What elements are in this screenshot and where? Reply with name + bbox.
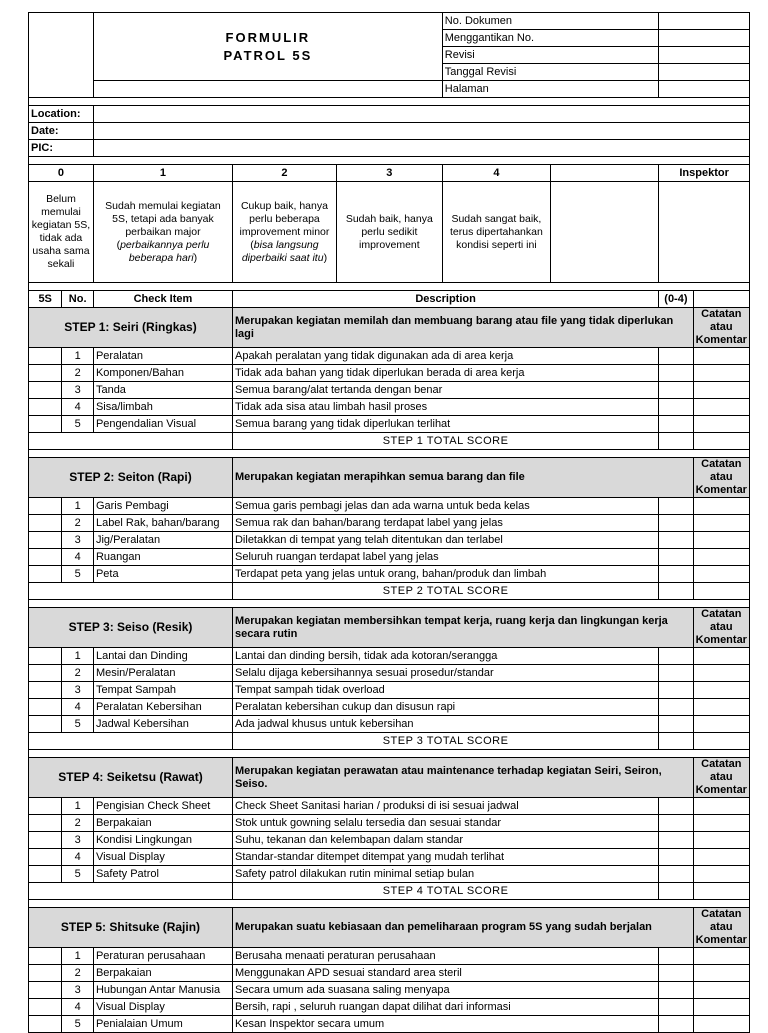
check-item: Ruangan <box>93 549 232 566</box>
total-blank <box>29 733 233 750</box>
check-item: Jig/Peralatan <box>93 532 232 549</box>
scale-header-blank <box>551 165 659 182</box>
score-input[interactable] <box>659 849 693 866</box>
fives-cell <box>29 699 62 716</box>
spacer <box>29 157 750 165</box>
check-item: Pengendalian Visual <box>93 416 232 433</box>
comment-input[interactable] <box>693 832 749 849</box>
doc-value-menggantikan[interactable] <box>659 30 750 47</box>
total-score-value[interactable] <box>659 883 693 900</box>
item-no: 2 <box>62 965 94 982</box>
item-description: Selalu dijaga kebersihannya sesuai prosedur/standar <box>232 665 658 682</box>
item-description: Stok untuk gowning selalu tersedia dan sesuai standar <box>232 815 658 832</box>
check-item: Tanda <box>93 382 232 399</box>
spacer <box>29 450 750 458</box>
total-score-value[interactable] <box>659 733 693 750</box>
check-item: Penialaian Umum <box>93 1016 232 1033</box>
total-score-label: STEP 3 TOTAL SCORE <box>232 733 658 750</box>
doc-value-revisi[interactable] <box>659 47 750 64</box>
check-item: Kondisi Lingkungan <box>93 832 232 849</box>
total-blank <box>29 583 233 600</box>
comment-header: Catatan atau Komentar <box>693 758 749 798</box>
fives-cell <box>29 999 62 1016</box>
fives-cell <box>29 798 62 815</box>
col-score: (0-4) <box>659 291 693 308</box>
comment-input[interactable] <box>693 515 749 532</box>
fives-cell <box>29 532 62 549</box>
score-input[interactable] <box>659 682 693 699</box>
spacer <box>29 98 750 106</box>
comment-input[interactable] <box>693 399 749 416</box>
scale-desc-1-italic: perbaikannya perlu beberapa hari <box>120 238 210 264</box>
total-score-label: STEP 4 TOTAL SCORE <box>232 883 658 900</box>
check-item: Peralatan Kebersihan <box>93 699 232 716</box>
item-no: 5 <box>62 866 94 883</box>
score-input[interactable] <box>659 515 693 532</box>
item-no: 1 <box>62 498 94 515</box>
score-input[interactable] <box>659 832 693 849</box>
score-input[interactable] <box>659 798 693 815</box>
comment-input[interactable] <box>693 566 749 583</box>
comment-input[interactable] <box>693 549 749 566</box>
check-item: Hubungan Antar Manusia <box>93 982 232 999</box>
item-description: Berusaha menaati peraturan perusahaan <box>232 948 658 965</box>
scale-desc-blank <box>551 182 659 283</box>
col-5s: 5S <box>29 291 62 308</box>
spacer <box>29 600 750 608</box>
check-item: Peraturan perusahaan <box>93 948 232 965</box>
comment-input[interactable] <box>693 382 749 399</box>
comment-input[interactable] <box>693 682 749 699</box>
item-no: 2 <box>62 515 94 532</box>
check-item: Garis Pembagi <box>93 498 232 515</box>
score-input[interactable] <box>659 982 693 999</box>
item-description: Tidak ada bahan yang tidak diperlukan berada di area kerja <box>232 365 658 382</box>
item-no: 5 <box>62 1016 94 1033</box>
fives-cell <box>29 948 62 965</box>
doc-field-halaman: Halaman <box>442 81 658 98</box>
item-description: Safety patrol dilakukan rutin minimal setiap bulan <box>232 866 658 883</box>
form-title <box>93 13 442 81</box>
scale-header-3: 3 <box>336 165 442 182</box>
scale-desc-1-text: Sudah memulai kegiatan 5S, tetapi ada banyak perbaikan major ( <box>105 199 221 251</box>
item-description: Apakah peralatan yang tidak digunakan ada di area kerja <box>232 348 658 365</box>
doc-value-no-dokumen[interactable] <box>659 13 750 30</box>
total-comment <box>693 583 749 600</box>
fives-cell <box>29 832 62 849</box>
scale-header-4: 4 <box>442 165 550 182</box>
step-title: STEP 3: Seiso (Resik) <box>29 608 233 648</box>
item-description: Bersih, rapi , seluruh ruangan dapat dilihat dari informasi <box>232 999 658 1016</box>
logo-area <box>29 13 94 98</box>
total-score-label: STEP 1 TOTAL SCORE <box>232 433 658 450</box>
comment-input[interactable] <box>693 866 749 883</box>
step-description: Merupakan suatu kebiasaan dan pemeliharaan program 5S yang sudah berjalan <box>232 908 693 948</box>
total-blank <box>29 433 233 450</box>
fives-cell <box>29 648 62 665</box>
score-input[interactable] <box>659 1016 693 1033</box>
item-no: 4 <box>62 399 94 416</box>
item-no: 3 <box>62 532 94 549</box>
fives-cell <box>29 866 62 883</box>
check-item: Tempat Sampah <box>93 682 232 699</box>
doc-field-revisi: Revisi <box>442 47 658 64</box>
step-description: Merupakan kegiatan membersihkan tempat kerja, ruang kerja dan lingkungan kerja secara rutin <box>232 608 693 648</box>
item-no: 5 <box>62 716 94 733</box>
doc-value-tanggal-revisi[interactable] <box>659 64 750 81</box>
pic-value[interactable] <box>93 140 749 157</box>
score-input[interactable] <box>659 716 693 733</box>
scale-desc-1 <box>93 182 232 283</box>
comment-input[interactable] <box>693 798 749 815</box>
item-description: Terdapat peta yang jelas untuk orang, bahan/produk dan limbah <box>232 566 658 583</box>
item-description: Tidak ada sisa atau limbah hasil proses <box>232 399 658 416</box>
item-no: 3 <box>62 682 94 699</box>
item-description: Semua barang yang tidak diperlukan terlihat <box>232 416 658 433</box>
inspector-value[interactable] <box>659 182 750 283</box>
spacer <box>29 900 750 908</box>
fives-cell <box>29 566 62 583</box>
comment-input[interactable] <box>693 665 749 682</box>
scale-desc-1-end: ) <box>193 251 198 264</box>
item-description: Diletakkan di tempat yang telah ditentukan dan terlabel <box>232 532 658 549</box>
score-input[interactable] <box>659 948 693 965</box>
fives-cell <box>29 515 62 532</box>
fives-cell <box>29 849 62 866</box>
fives-cell <box>29 382 62 399</box>
item-description: Semua rak dan bahan/barang terdapat label yang jelas <box>232 515 658 532</box>
fives-cell <box>29 549 62 566</box>
score-input[interactable] <box>659 648 693 665</box>
item-description: Check Sheet Sanitasi harian / produksi di isi sesuai jadwal <box>232 798 658 815</box>
score-input[interactable] <box>659 699 693 716</box>
inspector-header: Inspektor <box>659 165 750 182</box>
check-item: Label Rak, bahan/barang <box>93 515 232 532</box>
comment-input[interactable] <box>693 849 749 866</box>
score-input[interactable] <box>659 348 693 365</box>
score-input[interactable] <box>659 532 693 549</box>
score-input[interactable] <box>659 999 693 1016</box>
fives-cell <box>29 365 62 382</box>
item-description: Standar-standar ditempet ditempat yang mudah terlihat <box>232 849 658 866</box>
total-comment <box>693 733 749 750</box>
score-input[interactable] <box>659 498 693 515</box>
item-no: 5 <box>62 416 94 433</box>
scale-desc-2 <box>232 182 336 283</box>
fives-cell <box>29 1016 62 1033</box>
item-description: Seluruh ruangan terdapat label yang jelas <box>232 549 658 566</box>
item-no: 3 <box>62 382 94 399</box>
item-description: Secara umum ada suasana saling menyapa <box>232 982 658 999</box>
item-no: 4 <box>62 699 94 716</box>
check-item: Lantai dan Dinding <box>93 648 232 665</box>
total-score-value[interactable] <box>659 583 693 600</box>
item-description: Tempat sampah tidak overload <box>232 682 658 699</box>
item-description: Lantai dan dinding bersih, tidak ada kotoran/serangga <box>232 648 658 665</box>
comment-input[interactable] <box>693 999 749 1016</box>
score-input[interactable] <box>659 965 693 982</box>
item-no: 1 <box>62 948 94 965</box>
check-item: Visual Display <box>93 999 232 1016</box>
item-no: 1 <box>62 348 94 365</box>
step-title: STEP 2: Seiton (Rapi) <box>29 458 233 498</box>
check-item: Pengisian Check Sheet <box>93 798 232 815</box>
total-comment <box>693 883 749 900</box>
item-no: 1 <box>62 798 94 815</box>
comment-header: Catatan atau Komentar <box>693 308 749 348</box>
comment-input[interactable] <box>693 648 749 665</box>
item-description: Suhu, tekanan dan kelembapan dalam standar <box>232 832 658 849</box>
fives-cell <box>29 716 62 733</box>
item-description: Peralatan kebersihan cukup dan disusun rapi <box>232 699 658 716</box>
location-label: Location: <box>29 106 94 123</box>
item-no: 4 <box>62 549 94 566</box>
score-input[interactable] <box>659 416 693 433</box>
fives-cell <box>29 665 62 682</box>
scale-header-0: 0 <box>29 165 94 182</box>
pic-label: PIC: <box>29 140 94 157</box>
check-item: Mesin/Peralatan <box>93 665 232 682</box>
col-no: No. <box>62 291 94 308</box>
check-item: Berpakaian <box>93 815 232 832</box>
col-description: Description <box>232 291 658 308</box>
comment-input[interactable] <box>693 532 749 549</box>
scale-header-2: 2 <box>232 165 336 182</box>
form-title-line1: FORMULIR <box>225 29 311 45</box>
step-description: Merupakan kegiatan perawatan atau maintenance terhadap kegiatan Seiri, Seiron, Seiso. <box>232 758 693 798</box>
date-label: Date: <box>29 123 94 140</box>
comment-input[interactable] <box>693 965 749 982</box>
comment-header: Catatan atau Komentar <box>693 608 749 648</box>
date-value[interactable] <box>93 123 749 140</box>
check-item: Peta <box>93 566 232 583</box>
title-blank <box>93 81 442 98</box>
comment-header: Catatan atau Komentar <box>693 458 749 498</box>
scale-desc-2-italic: bisa langsung diperbaiki saat itu <box>241 238 324 264</box>
comment-input[interactable] <box>693 716 749 733</box>
total-score-label: STEP 2 TOTAL SCORE <box>232 583 658 600</box>
item-description: Semua garis pembagi jelas dan ada warna untuk beda kelas <box>232 498 658 515</box>
item-no: 4 <box>62 849 94 866</box>
step-description: Merupakan kegiatan merapihkan semua barang dan file <box>232 458 693 498</box>
check-item: Safety Patrol <box>93 866 232 883</box>
step-title: STEP 1: Seiri (Ringkas) <box>29 308 233 348</box>
item-no: 2 <box>62 815 94 832</box>
check-item: Sisa/limbah <box>93 399 232 416</box>
doc-field-tanggal-revisi: Tanggal Revisi <box>442 64 658 81</box>
score-input[interactable] <box>659 815 693 832</box>
check-item: Berpakaian <box>93 965 232 982</box>
col-comment-blank <box>693 291 749 308</box>
patrol-5s-form <box>28 12 750 1033</box>
spacer <box>29 283 750 291</box>
comment-input[interactable] <box>693 1016 749 1033</box>
item-description: Ada jadwal khusus untuk kebersihan <box>232 716 658 733</box>
doc-field-no-dokumen: No. Dokumen <box>442 13 658 30</box>
comment-input[interactable] <box>693 982 749 999</box>
doc-value-halaman[interactable] <box>659 81 750 98</box>
item-no: 5 <box>62 566 94 583</box>
check-item: Komponen/Bahan <box>93 365 232 382</box>
scale-desc-4: Sudah sangat baik, terus dipertahankan kondisi seperti ini <box>442 182 550 283</box>
item-description: Kesan Inspektor secara umum <box>232 1016 658 1033</box>
fives-cell <box>29 348 62 365</box>
doc-field-menggantikan: Menggantikan No. <box>442 30 658 47</box>
comment-input[interactable] <box>693 948 749 965</box>
scale-header-1: 1 <box>93 165 232 182</box>
score-input[interactable] <box>659 665 693 682</box>
item-description: Semua barang/alat tertanda dengan benar <box>232 382 658 399</box>
steps-body <box>29 308 750 1033</box>
total-blank <box>29 883 233 900</box>
item-no: 3 <box>62 832 94 849</box>
fives-cell <box>29 982 62 999</box>
fives-cell <box>29 815 62 832</box>
step-title: STEP 5: Shitsuke (Rajin) <box>29 908 233 948</box>
item-no: 1 <box>62 648 94 665</box>
comment-input[interactable] <box>693 815 749 832</box>
step-description: Merupakan kegiatan memilah dan membuang barang atau file yang tidak diperlukan lagi <box>232 308 693 348</box>
scale-desc-2-text: Cukup baik, hanya perlu beberapa improvement minor ( <box>239 199 330 251</box>
score-input[interactable] <box>659 399 693 416</box>
item-no: 2 <box>62 365 94 382</box>
fives-cell <box>29 682 62 699</box>
score-input[interactable] <box>659 365 693 382</box>
comment-input[interactable] <box>693 348 749 365</box>
form-title-line2: PATROL 5S <box>223 47 313 63</box>
score-input[interactable] <box>659 566 693 583</box>
scale-desc-2-end: ) <box>323 251 328 264</box>
item-description: Menggunakan APD sesuai standard area steril <box>232 965 658 982</box>
col-check-item: Check Item <box>93 291 232 308</box>
comment-input[interactable] <box>693 498 749 515</box>
comment-input[interactable] <box>693 365 749 382</box>
form-table <box>28 12 750 1033</box>
comment-header: Catatan atau Komentar <box>693 908 749 948</box>
score-input[interactable] <box>659 549 693 566</box>
score-input[interactable] <box>659 866 693 883</box>
item-no: 2 <box>62 665 94 682</box>
comment-input[interactable] <box>693 416 749 433</box>
check-item: Peralatan <box>93 348 232 365</box>
check-item: Visual Display <box>93 849 232 866</box>
total-comment <box>693 433 749 450</box>
spacer <box>29 750 750 758</box>
fives-cell <box>29 399 62 416</box>
comment-input[interactable] <box>693 699 749 716</box>
location-value[interactable] <box>93 106 749 123</box>
score-input[interactable] <box>659 382 693 399</box>
fives-cell <box>29 498 62 515</box>
check-item: Jadwal Kebersihan <box>93 716 232 733</box>
item-no: 3 <box>62 982 94 999</box>
item-no: 4 <box>62 999 94 1016</box>
scale-desc-3: Sudah baik, hanya perlu sedikit improvement <box>336 182 442 283</box>
scale-desc-0: Belum memulai kegiatan 5S, tidak ada usaha sama sekali <box>29 182 94 283</box>
total-score-value[interactable] <box>659 433 693 450</box>
step-title: STEP 4: Seiketsu (Rawat) <box>29 758 233 798</box>
fives-cell <box>29 416 62 433</box>
fives-cell <box>29 965 62 982</box>
